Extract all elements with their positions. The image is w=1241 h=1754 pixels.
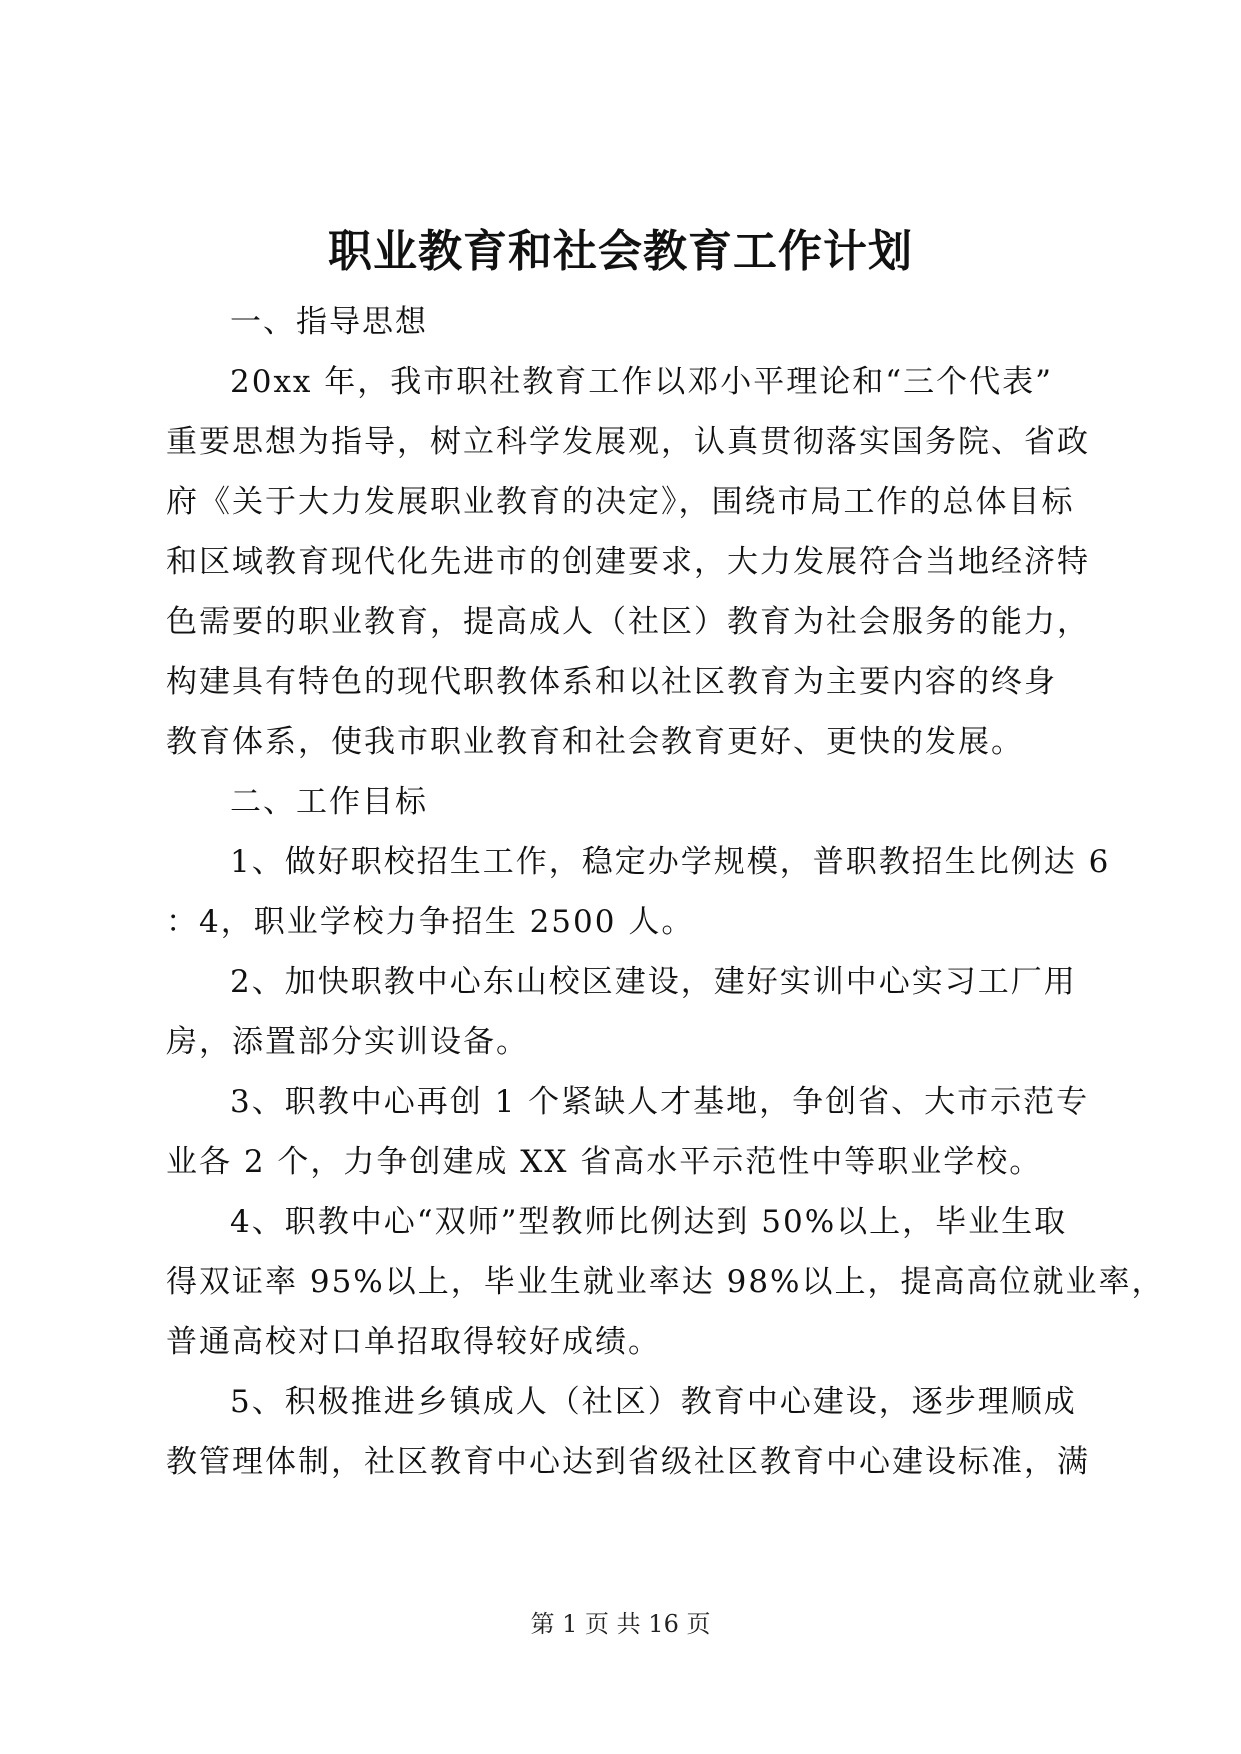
- page-footer: 第 1 页 共 16 页: [530, 1610, 711, 1638]
- body-line: 4、职教中心“双师”型教师比例达到 50%以上，毕业生取: [230, 1204, 1068, 1240]
- body-line: 教管理体制，社区教育中心达到省级社区教育中心建设标准，满: [166, 1444, 1090, 1480]
- body-line: ：4，职业学校力争招生 2500 人。: [166, 904, 695, 940]
- body-line: 得双证率 95%以上，毕业生就业率达 98%以上，提高高位就业率，: [166, 1264, 1165, 1300]
- body-line: 1、做好职校招生工作，稳定办学规模，普职教招生比例达 6: [230, 844, 1111, 880]
- body-line: 重要思想为指导，树立科学发展观，认真贯彻落实国务院、省政: [166, 424, 1090, 460]
- document-title: 职业教育和社会教育工作计划: [328, 226, 913, 277]
- body-line: 5、积极推进乡镇成人（社区）教育中心建设，逐步理顺成: [230, 1384, 1077, 1420]
- body-line: 一、指导思想: [230, 304, 428, 340]
- body-line: 业各 2 个，力争创建成 XX 省高水平示范性中等职业学校。: [166, 1144, 1043, 1180]
- body-line: 色需要的职业教育，提高成人（社区）教育为社会服务的能力，: [166, 604, 1090, 640]
- body-line: 教育体系，使我市职业教育和社会教育更好、更快的发展。: [166, 724, 1024, 760]
- body-line: 普通高校对口单招取得较好成绩。: [166, 1324, 661, 1360]
- body-line: 府《关于大力发展职业教育的决定》，围绕市局工作的总体目标: [166, 484, 1075, 520]
- body-line: 20xx 年，我市职社教育工作以邓小平理论和“三个代表”: [230, 364, 1053, 400]
- body-line: 二、工作目标: [230, 784, 428, 820]
- body-line: 和区域教育现代化先进市的创建要求，大力发展符合当地经济特: [166, 544, 1090, 580]
- body-line: 2、加快职教中心东山校区建设，建好实训中心实习工厂用: [230, 964, 1077, 1000]
- body-line: 构建具有特色的现代职教体系和以社区教育为主要内容的终身: [166, 664, 1057, 700]
- body-line: 3、职教中心再创 1 个紧缺人才基地，争创省、大市示范专: [230, 1084, 1090, 1120]
- document-body: [166, 292, 1165, 1492]
- body-line: 房，添置部分实训设备。: [166, 1024, 529, 1060]
